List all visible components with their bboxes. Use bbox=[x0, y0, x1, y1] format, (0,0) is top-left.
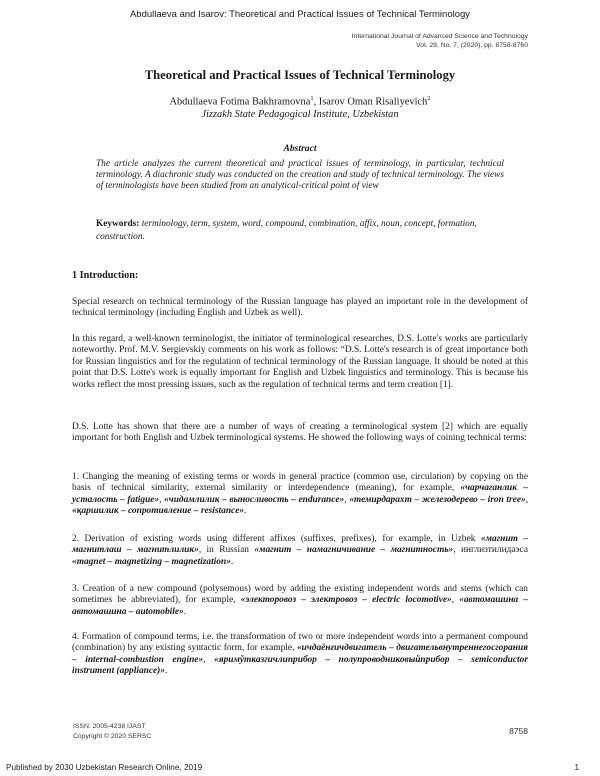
footer-page-number: 8758 bbox=[509, 726, 528, 736]
journal-name: International Journal of Advanced Science and Technology bbox=[351, 33, 528, 40]
item-1-example-3: «темирдарахт – железодерево – iron tree» bbox=[349, 494, 526, 505]
item-2-example-2: «магнит – намагничивание – магнитность» bbox=[254, 545, 454, 556]
item-3-example-1: «электоровоз – электровоз – electric locomotive» bbox=[240, 595, 452, 606]
paper-title: Theoretical and Practical Issues of Technical Terminology bbox=[144, 68, 456, 82]
item-3-example-2: «автомашина – автомашина – automobile» bbox=[72, 595, 529, 617]
list-item-1 bbox=[72, 472, 528, 518]
footer-copyright: Copyright © 2020 SERSC bbox=[73, 732, 152, 740]
abstract-text: The article analyzes the current theoretical and practical issues of terminology, in particular, technical terminology. A diachronic study was conducted on the creation and study of technical terminology. The views of terminologists have been studied from an analytical-critical point of view bbox=[96, 159, 504, 192]
section-heading: 1 Introduction: bbox=[72, 270, 139, 281]
item-2-example-3: «magnet – magnetizing – magnetization» bbox=[72, 556, 231, 567]
item-1-end: . bbox=[244, 506, 247, 517]
author-2-mark: 2 bbox=[427, 95, 431, 102]
item-2-text: 2. Derivation of existing words using different affixes (suffixes, prefixes), for example, in Uzbek bbox=[72, 534, 481, 544]
item-2-mid: , in Russian bbox=[198, 545, 255, 556]
item-3-sep: , bbox=[451, 595, 460, 606]
author-2: Isarov Oman Risaliyevich bbox=[318, 96, 428, 108]
published-note: Published by 2030 Uzbekistan Research Online, 2019 bbox=[6, 763, 203, 772]
affiliation: Jizzakh State Pedagogical Institute, Uzbekistan bbox=[201, 109, 399, 120]
item-4-text: 4. Formation of compound terms, i.e. the transformation of two or more independent words into a permanent compound (combination) by any existing syntactic form, for example, bbox=[72, 632, 528, 654]
author-1: Abdullaeva Fotima Bakhramovna bbox=[169, 96, 311, 108]
item-1-example-2: «чидамлилик – выносливость – endurance» bbox=[164, 494, 345, 505]
journal-info bbox=[352, 32, 528, 50]
item-2-end: . bbox=[230, 556, 234, 567]
item-2-mid-2: , инглизтилидаэса bbox=[453, 545, 528, 556]
keywords bbox=[96, 218, 504, 243]
list-item-3 bbox=[72, 584, 528, 618]
item-1-sep-1: , bbox=[159, 494, 165, 505]
item-4-sep: , bbox=[203, 654, 215, 665]
author-1-mark: 1 bbox=[310, 95, 314, 102]
item-1-example-1: «чарчаганлик – усталость – fatigue» bbox=[72, 483, 528, 505]
item-2-example-1: «магнит – магнитлаш – магнитлилик» bbox=[72, 534, 528, 556]
paragraph-3: D.S. Lotte has shown that there are a number of ways of creating a terminological system [2] which are equally important for both English and Uzbek terminological systems. He showed the following ways of coining technical terms: bbox=[72, 422, 528, 444]
paragraph-1: Special research on technical terminology of the Russian language has played an important role in the development of technical terminology (including English and Uzbek as well). bbox=[72, 297, 528, 319]
item-3-end: . bbox=[183, 606, 187, 617]
footer-issn-block bbox=[73, 722, 151, 741]
keywords-label: Keywords: bbox=[96, 219, 140, 229]
paragraph-2: In this regard, a well-known terminologist, the initiator of terminological researches, D.S. Lotte's works are particularly noteworthy. Prof. M.V. Sergievskiy comments on his work as follows: “D.S. Lotte's research is of great importance both for Russian linguistics and for the regulation of technical terminology of the Russian language. It should be noted at this point that D.S. Lotte's work is equally important for English and Uzbek linguistics and terminology. This is because his works reflect the most pressing issues, such as the regulation of technical terms and term creation [1]. bbox=[72, 334, 528, 390]
item-1-sep-2: , bbox=[344, 494, 350, 505]
item-1-text: 1. Changing the meaning of existing terms or words in general practice (common use, circulation) by copying on the basis of technical similarity, external similarity or interdependence (meaning), for example, bbox=[72, 472, 528, 494]
author-separator: , bbox=[313, 96, 319, 108]
authors bbox=[0, 95, 600, 107]
keywords-list: terminology, term, system, word, compound, combination, affix, noun, concept, formation, construction. bbox=[96, 219, 477, 242]
abstract-heading: Abstract bbox=[283, 143, 317, 154]
pdf-page-number: 1 bbox=[574, 763, 579, 772]
journal-volume: Vol. 29, No. 7, (2020), pp. 8758-8760 bbox=[416, 42, 528, 49]
item-1-example-4: «қаршилик – сопротивление – resistance» bbox=[72, 506, 245, 517]
item-4-example-1: «ичдаёнғичдвигатель – двигательвнутреннегосгорания – internal-combustion engine» bbox=[72, 643, 528, 665]
list-item-4 bbox=[72, 632, 528, 678]
list-item-2 bbox=[72, 534, 528, 568]
item-4-end: . bbox=[164, 666, 168, 677]
item-4-example-2: «яримўтказгичлиприбор – полупроводниковыйприбор – semiconductor instrument (appliance)» bbox=[72, 654, 528, 677]
item-1-sep-3: , bbox=[525, 494, 529, 505]
footer-issn: ISSN: 2005-4238 IJAST bbox=[73, 723, 146, 731]
running-title: Abdullaeva and Isarov: Theoretical and Practical Issues of Technical Terminology bbox=[129, 9, 471, 20]
item-3-text: 3. Creation of a new compound (polysemous) word by adding the existing independent words and stems (which can sometimes be abbreviated), for example, bbox=[72, 584, 528, 606]
